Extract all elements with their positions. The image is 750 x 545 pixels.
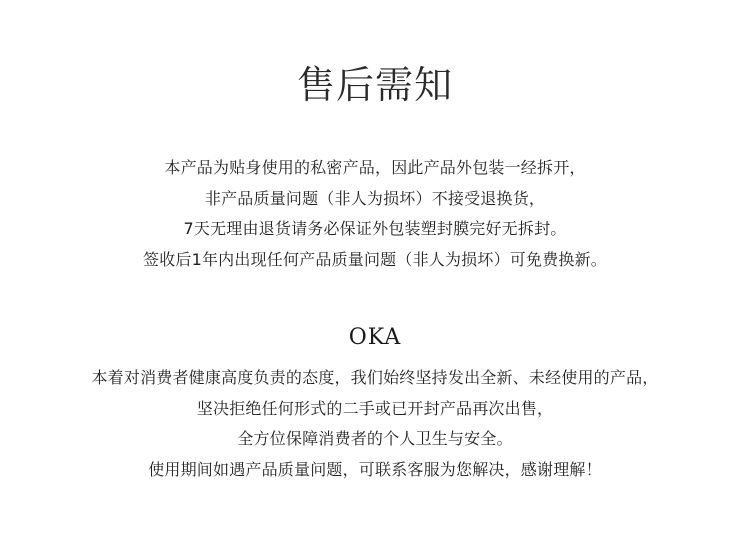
- page-title: 售后需知: [296, 63, 453, 107]
- notice-line: 本产品为贴身使用的私密产品，因此产品外包装一经拆开，: [164, 158, 586, 177]
- brand-line: 坚决拒绝任何形式的二手或已开封产品再次出售，: [196, 398, 554, 418]
- notice-line: 7天无理由退货请务必保证外包装塑封膜完好无拆封。: [183, 219, 567, 238]
- brand-name: OKA: [348, 325, 402, 350]
- notice-line: 非产品质量问题（非人为损坏）不接受退换货，: [204, 188, 546, 208]
- brand-line: 本着对消费者健康高度负责的态度，我们始终坚持发出全新、未经使用的产品，: [91, 368, 659, 387]
- brand-line: 使用期间如遇产品质量问题，可联系客服为您解决，感谢理解！: [148, 459, 602, 479]
- notice-paragraph: [0, 153, 750, 275]
- brand-line: 全方位保障消费者的个人卫生与安全。: [237, 429, 513, 448]
- notice-line: 签收后1年内出现任何产品质量问题（非人为损坏）可免费换新。: [143, 249, 607, 269]
- brand-paragraph: [0, 363, 750, 485]
